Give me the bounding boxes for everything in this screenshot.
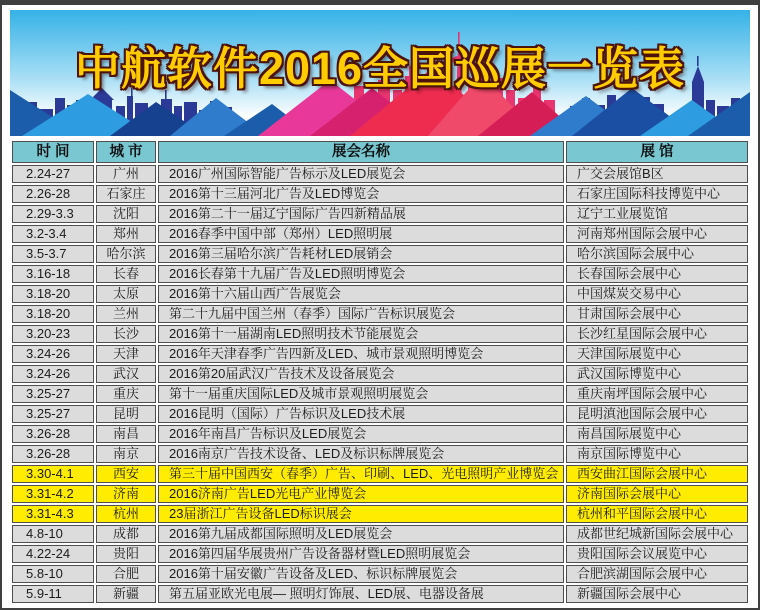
table-header-row: [12, 141, 748, 163]
cell-venue: 天津国际展览中心: [566, 345, 748, 363]
cell-time: 5.8-10: [12, 565, 94, 583]
cell-venue: 成都世纪城新国际会展中心: [566, 525, 748, 543]
column-header-name: 展会名称: [158, 141, 564, 163]
cell-exhibition-name: 23届浙江广告设备LED标识展会: [158, 505, 564, 523]
cell-city: 新疆: [96, 585, 156, 603]
cell-venue: 西安曲江国际会展中心: [566, 465, 748, 483]
cell-time: 2.24-27: [12, 165, 94, 183]
cell-city: 重庆: [96, 385, 156, 403]
cell-city: 成都: [96, 525, 156, 543]
cell-exhibition-name: 2016年天津春季广告四新及LED、城市景观照明博览会: [158, 345, 564, 363]
cell-exhibition-name: 2016第十六届山西广告展览会: [158, 285, 564, 303]
cell-exhibition-name: 2016第二十一届辽宁国际广告四新精品展: [158, 205, 564, 223]
cell-venue: 甘肃国际会展中心: [566, 305, 748, 323]
cell-exhibition-name: 2016春季中国中部（郑州）LED照明展: [158, 225, 564, 243]
cell-exhibition-name: 2016南京广告技术设备、LED及标识标牌展览会: [158, 445, 564, 463]
table-row: [12, 425, 748, 443]
table-row: [12, 565, 748, 583]
column-header-city: 城 市: [96, 141, 156, 163]
column-header-venue: 展 馆: [566, 141, 748, 163]
cell-time: 3.24-26: [12, 345, 94, 363]
table-row: [12, 585, 748, 603]
cell-city: 昆明: [96, 405, 156, 423]
cell-venue: 武汉国际博览中心: [566, 365, 748, 383]
table-row: [12, 285, 748, 303]
cell-exhibition-name: 2016第20届武汉广告技术及设备展览会: [158, 365, 564, 383]
cell-time: 3.31-4.2: [12, 485, 94, 503]
cell-time: 2.29-3.3: [12, 205, 94, 223]
cell-city: 兰州: [96, 305, 156, 323]
exhibition-table-body: [12, 165, 748, 603]
cell-city: 贵阳: [96, 545, 156, 563]
cell-venue: 贵阳国际会议展览中心: [566, 545, 748, 563]
cell-city: 沈阳: [96, 205, 156, 223]
cell-exhibition-name: 2016济南广告LED光电产业博览会: [158, 485, 564, 503]
cell-exhibition-name: 2016昆明（国际）广告标识及LED技术展: [158, 405, 564, 423]
cell-time: 3.2-3.4: [12, 225, 94, 243]
cell-city: 杭州: [96, 505, 156, 523]
cell-exhibition-name: 2016第四届华展贵州广告设备器材暨LED照明展览会: [158, 545, 564, 563]
table-row: [12, 265, 748, 283]
cell-city: 合肥: [96, 565, 156, 583]
cell-exhibition-name: 2016第十届安徽广告设备及LED、标识标牌展览会: [158, 565, 564, 583]
cell-city: 石家庄: [96, 185, 156, 203]
cell-time: 3.30-4.1: [12, 465, 94, 483]
cell-time: 3.5-3.7: [12, 245, 94, 263]
cell-time: 3.26-28: [12, 445, 94, 463]
cell-exhibition-name: 2016第三届哈尔滨广告耗材LED展销会: [158, 245, 564, 263]
cell-venue: 重庆南坪国际会展中心: [566, 385, 748, 403]
cell-venue: 南昌国际展览中心: [566, 425, 748, 443]
table-row: [12, 445, 748, 463]
cell-venue: 石家庄国际科技博览中心: [566, 185, 748, 203]
cell-venue: 昆明滇池国际会展中心: [566, 405, 748, 423]
cell-time: 4.22-24: [12, 545, 94, 563]
cell-time: 3.26-28: [12, 425, 94, 443]
cell-city: 南京: [96, 445, 156, 463]
cell-exhibition-name: 第三十届中国西安（春季）广告、印刷、LED、光电照明产业博览会: [158, 465, 564, 483]
cell-city: 广州: [96, 165, 156, 183]
table-row: [12, 225, 748, 243]
cell-city: 天津: [96, 345, 156, 363]
cell-time: 3.25-27: [12, 385, 94, 403]
table-row: [12, 385, 748, 403]
cell-city: 郑州: [96, 225, 156, 243]
cell-venue: 哈尔滨国际会展中心: [566, 245, 748, 263]
cell-venue: 新疆国际会展中心: [566, 585, 748, 603]
cell-time: 3.18-20: [12, 305, 94, 323]
table-row: [12, 365, 748, 383]
cell-city: 济南: [96, 485, 156, 503]
cell-exhibition-name: 第二十九届中国兰州（春季）国际广告标识展览会: [158, 305, 564, 323]
cell-venue: 长沙红星国际会展中心: [566, 325, 748, 343]
cell-venue: 广交会展馆B区: [566, 165, 748, 183]
cell-exhibition-name: 2016第十三届河北广告及LED博览会: [158, 185, 564, 203]
cell-time: 3.31-4.3: [12, 505, 94, 523]
column-header-time: 时 间: [12, 141, 94, 163]
table-row: [12, 305, 748, 323]
cell-exhibition-name: 2016广州国际智能广告标示及LED展览会: [158, 165, 564, 183]
cell-venue: 南京国际博览中心: [566, 445, 748, 463]
table-row: [12, 505, 748, 523]
cell-time: 3.18-20: [12, 285, 94, 303]
cell-time: 3.24-26: [12, 365, 94, 383]
cell-time: 3.16-18: [12, 265, 94, 283]
exhibition-schedule-table: [10, 139, 750, 605]
cell-venue: 杭州和平国际会展中心: [566, 505, 748, 523]
table-row: [12, 485, 748, 503]
cell-city: 太原: [96, 285, 156, 303]
cell-exhibition-name: 2016年南昌广告标识及LED展览会: [158, 425, 564, 443]
cell-venue: 济南国际会展中心: [566, 485, 748, 503]
cell-venue: 合肥滨湖国际会展中心: [566, 565, 748, 583]
table-row: [12, 325, 748, 343]
cell-exhibition-name: 第五届亚欧光电展— 照明灯饰展、LED展、电器设备展: [158, 585, 564, 603]
cell-city: 长沙: [96, 325, 156, 343]
banner: [10, 10, 750, 136]
table-row: [12, 185, 748, 203]
cell-exhibition-name: 2016第九届成都国际照明及LED展览会: [158, 525, 564, 543]
table-row: [12, 545, 748, 563]
cell-exhibition-name: 2016长春第十九届广告及LED照明博览会: [158, 265, 564, 283]
table-row: [12, 345, 748, 363]
cell-city: 武汉: [96, 365, 156, 383]
cell-venue: 中国煤炭交易中心: [566, 285, 748, 303]
cell-venue: 长春国际会展中心: [566, 265, 748, 283]
cell-city: 南昌: [96, 425, 156, 443]
cell-city: 哈尔滨: [96, 245, 156, 263]
cell-time: 5.9-11: [12, 585, 94, 603]
table-row: [12, 205, 748, 223]
cell-exhibition-name: 2016第十一届湖南LED照明技术节能展览会: [158, 325, 564, 343]
cell-exhibition-name: 第十一届重庆国际LED及城市景观照明展览会: [158, 385, 564, 403]
cell-venue: 辽宁工业展览馆: [566, 205, 748, 223]
table-row: [12, 405, 748, 423]
cell-city: 西安: [96, 465, 156, 483]
table-row: [12, 245, 748, 263]
table-row: [12, 465, 748, 483]
table-row: [12, 165, 748, 183]
cell-city: 长春: [96, 265, 156, 283]
poster-title: 中航软件2016全国巡展一览表: [74, 43, 686, 94]
cell-time: 4.8-10: [12, 525, 94, 543]
cell-venue: 河南郑州国际会展中心: [566, 225, 748, 243]
table-row: [12, 525, 748, 543]
cell-time: 2.26-28: [12, 185, 94, 203]
cell-time: 3.25-27: [12, 405, 94, 423]
cell-time: 3.20-23: [12, 325, 94, 343]
